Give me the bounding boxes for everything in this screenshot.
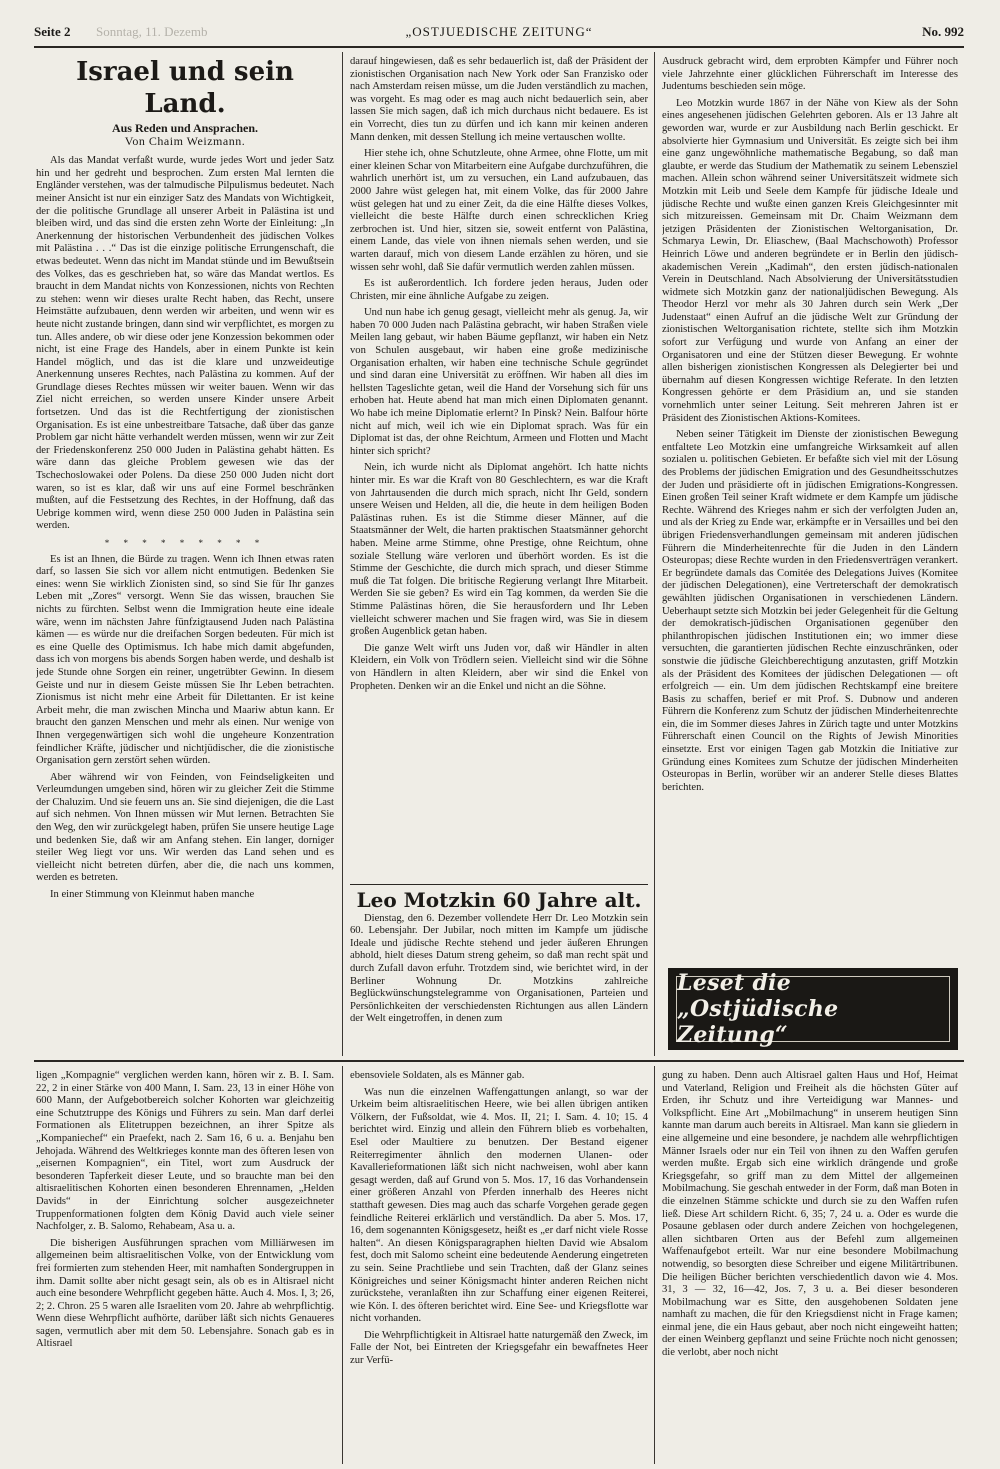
article-military-column-1 <box>36 1070 334 1464</box>
article-military-column-3 <box>662 1070 958 1464</box>
page-header <box>34 20 964 48</box>
paragraph: Als das Mandat verfaßt wurde, wurde jedes Wort und jeder Satz hin und her gedreht und besprochen. Zum ersten Mal lernten die Engländer verstehen, was der talmudische Pilpulismus bedeutet. Nach meiner Ansicht ist nur ein einziger Satz des Mandats von Wichtigkeit, der die politische Grundlage all unserer Arbeit in Palästina ist und bleiben wird, und das sind die ersten zehn Worte der Einleitung: „In Anerkennung der historischen Verbundenheit des jüdischen Volkes mit Palästina . . .“ Das ist die einzige politische Errungenschaft, die etwas bedeutet. Wenn das nicht im Mandat stünde und im Bewußtsein des Volkes, das es geschrieben hat, so wäre das Mandat wertlos. Es braucht in dem Mandat nichts von Konzessionen, nichts von Rechten zu stehen: wenn wir dieses uralte Recht haben, das Recht, unsere Heimstätte aufzubauen, denn werden wir arbeiten, und wenn wir es heute nicht zustande bringen, dann sind wir verpflichtet, es morgen zu tun. Alles andere, ob wir diese oder jene Konzession bekommen oder nicht, ist eine Frage des Handels, aber in einem Punkte ist kein Handel möglich, und das ist die klare und unzweideutige Anerkennung unseres Rechtes, nach Palästina zu kommen. Auf der Grundlage dieses Rechtes müssen wir weiter bauen. Wenn wir das Ziel nicht erreichen, so werden unsere Kinder unsere Arbeit fortsetzen. Und das ist die Rechtfertigung der zionistischen Organisation. Es ist eine unbestreitbare Tatsache, daß über das ganze Problem gar nicht hätte verhandelt werden müssen, wenn wir zur Zeit der Friedenskonferenz 250 000 Juden in Palästina gehabt hätten. Es wäre dann das gleiche Problem gewesen wie das der Tschechoslowakei oder Polens. Da diese 250 000 Juden nicht dort waren, so ist es klar, daß wir uns auf eine Formel beschränken mußten, auf die Festsetzung des Rechtes, in der Hoffnung, daß das Uebrige kommen wird, wenn diese 250 000 Juden in Palästina sein werden. <box>36 155 334 532</box>
section-stars: * * * * * * * * * <box>104 538 266 548</box>
column-rule <box>342 52 343 1056</box>
paragraph: Es ist außerordentlich. Ich fordere jeden heraus, Juden oder Christen, mir eine ähnliche Aufgabe zu zeigen. <box>350 278 648 302</box>
article-headline: Israel und sein Land. <box>76 57 294 119</box>
page-label: Seite 2 <box>34 24 71 39</box>
paragraph: Was nun die einzelnen Waffengattungen anlangt, so war der Urkeim beim altisraelitischen Heere, wie bei allen übrigen antiken Völkern, der Fußsoldat, wie 4. Mos. II, 21; I. Sam. 4. 10; 15. 4 berichtet wird. Einzig und allein den Führern blieb es vorbehalten, Esel oder Maultiere zu benutzen. Der Bestand eigener Reiterregimenter ähnlich den modernen Ulanen- oder Kavallerieformationen läßt sich nicht nachweisen, wohl aber kann gesagt werden, daß auf Grund von 5. Mos. 17, 16 das Vorhandensein einer größeren Anzahl von Pferden innerhalb des Heeres nicht statthaft gewesen. Dies mag auch das scharfe Vorgehen gerade gegen feindliche Reiterei erklärlich und verständlich. Da aber 5. Mos. 17, 16, dem sogenannten Königsgesetz, heißt es „er darf nicht viele Rosse halten“. An diesen Königsparagraphen hielten David wie Absalom fest, doch mit Salomo scheint eine bedeutende Aenderung eingetreten zu sein. Seine Prachtliebe und sein Trachten, daß der Glanz seines Königreiches und seiner Königsmacht hinter anderen Reichen nicht zurückstehe, veranlaßten ihn zur Schaffung einer eigenen Reiterei, wie Kön. I. des öfteren berichtet wird. Eine See- und Kriegsflotte war nicht vorhanden. <box>350 1086 648 1325</box>
advertisement-text: Leset die „Ostjüdische Zeitung“ <box>676 976 950 1042</box>
paragraph: Die ganze Welt wirft uns Juden vor, daß wir Händler in alten Kleidern, ein Volk von Trödlern seien. Vielleicht sind wir die Söhne von Händlern in alten Kleidern, aber wir sind die Enkel von Propheten. Denken wir an die Enkel und nicht an die Söhne. <box>350 642 648 692</box>
paragraph: Ausdruck gebracht wird, dem erprobten Kämpfer und Führer noch viele Jahrzehnte einer glücklichen Führerschaft im Interesse des Judentums beschieden sein möge. <box>662 56 958 93</box>
issue-number: No. 992 <box>922 24 964 39</box>
paragraph: In einer Stimmung von Kleinmut haben manche <box>50 889 255 901</box>
paragraph: Nein, ich wurde nicht als Diplomat angehört. Ich hatte nichts hinter mir. Es war die Kraft von 80 Geschlechtern, es war die Kraft von Jahrtausenden die durch mich sprach, nicht Ihr Geld, sondern unsere Weisen und Helden, all die, die heute in dem heiligen Boden Palästinas ruhen. Es ist die Stimme dieser Männer, auf die Staatsmänner der Welt, die harten praktischen Staatsmänner gehorcht haben. Meine arme Stimme, ohne Prestige, ohne Reichtum, ohne soziale Stellung wäre verloren und überhört worden. Es ist die Stimme der Geschichte, die durch mich sprach, und dieser Stimme muß die Tat folgen. Die britische Regierung verlangt Ihre Mitarbeit. Werden Sie sie geben? Es wird ein Tag kommen, da werden Sie die Stimme Palästinas hören, die Sie herausfordern und Ihr Leben vielleicht schwerer machen und Sie fragen wird, was Sie in diesem großen Augenblick getan haben. <box>350 462 648 638</box>
paragraph: Und nun habe ich genug gesagt, vielleicht mehr als genug. Ja, wir haben 70 000 Juden nach Palästina gebracht, wir haben Straßen viele Meilen lang gebaut, wir haben Bäume gepflanzt, wir haben ein Netz von Schulen ausgebaut, wir haben eine große medizinische Organisation erhalten, wir haben eine technische Schule gegründet und sind daran eine Universität zu eröffnen. Wir haben all dies im hellsten Tageslichte getan, weil die Hand der Vorsehung sich für uns erhoben hat. Heute abend hat man mich einen Diplomaten genannt. Wo habe ich meine Diplomatie erlernt? In Pinsk? Nein. Balfour hörte nicht auf mich, weil ich wie ein Diplomat sprach. Was für ein Diplomat ist das, der ohne Reichtum, Armeen und Flotten und Macht hinter sich spricht? <box>350 307 648 457</box>
section-divider <box>34 1060 964 1062</box>
article-motzkin-column-3 <box>662 56 958 956</box>
paragraph: Hier stehe ich, ohne Schutzleute, ohne Armee, ohne Flotte, um mit einer kleinen Schar von Mitarbeitern eine Aufgabe durchzuführen, die wahrlich unerhört ist, um zu versuchen, ein Land aufzubauen, das 2000 Jahre wüst gelegen hat, mit einem Volke, das für 2000 Jahre wüst gelegen hat und zu einer Zeit, da die eine Hälfte dieses Volkes, vielleicht die beste Hälfte durch einen schrecklichen Krieg zerbrochen ist. Und hier, sitzen sie, soweit entfernt von Palästina, einem Lande, das viele von ihnen niemals sehen werden, und sie warten darauf, mich von diesem Lande erzählen zu hören, und sie wissen sehr wohl, daß Sie dafür vermutlich werden zahlen müssen. <box>350 148 648 273</box>
article-divider <box>350 884 648 885</box>
article-israel-column-2 <box>350 56 648 882</box>
column-rule <box>654 52 655 1056</box>
column-rule <box>342 1066 343 1464</box>
paragraph: Dienstag, den 6. Dezember vollendete Herr Dr. Leo Motzkin sein 60. Lebensjahr. Der Jubilar, noch mitten im Kampfe um jüdische Ideale und jüdische Rechte stehend und jeder äußeren Ehrungen abhold, hielt dieses Datum streng geheim, so daß man recht spät und durch Zufall davon erfuhr. Trotzdem sind, wie berichtet wird, in der Berliner Wohnung Dr. Motzkins zahlreiche Beglückwünschungstelegramme von Organisationen, Parteien und Persönlichkeiten der verschiedensten Richtungen aus allen Ländern der Welt eingetroffen, in denen zum <box>350 912 648 1025</box>
article-military-column-2 <box>350 1070 648 1464</box>
article-byline: Von Chaim Weizmann. <box>124 133 246 148</box>
paragraph: ebensoviele Soldaten, als es Männer gab. <box>350 1070 525 1081</box>
paragraph: ligen „Kompagnie“ verglichen werden kann, hören wir z. B. I. Sam. 22, 2 in einer Stärke von 400 Mann, I. Sam. 23, 13 in einer Höhe von 600 Mann, der Aufgebotbereich solcher Kohorten war gleichzeitig eine Schutztruppe des Königs und Führers zu sein. Man darf derlei Formationen als Elitetruppen bezeichnen, an ihrer Spitze als „Kompaniechef“ ein Praefekt, nach 2. Sam 16, 6 u. a. Benjahu ben Jehojada. Während des Weltkrieges konnte man des öfteren lesen von „eisernen Kompagnien“, ein Titel, wort zum Ausdruck der besonderen Tapferkeit dieser Leute, und so brauchte man bei den altisraelitischen Kohorten einen besonderen Ehrennamen, „Helden Davids“ in der Einrichtung solcher ausgezeichneter Truppenformationen folgten dem König David auch viele seiner Nachfolger, z. B. Salomo, Rehabeam, Asa u. a. <box>36 1070 334 1233</box>
paragraph: Die Wehrpflichtigkeit in Altisrael hatte naturgemäß den Zweck, im Falle der Not, bei Eintreten der Kriegsgefahr ein bewaffnetes Heer zur Verfü- <box>350 1329 648 1367</box>
article-headline: Leo Motzkin 60 Jahre alt. <box>356 888 642 912</box>
article-subtitle: Aus Reden und Ansprachen. <box>111 121 259 135</box>
newspaper-title: „OSTJUEDISCHE ZEITUNG“ <box>405 24 593 39</box>
paragraph: Leo Motzkin wurde 1867 in der Nähe von Kiew als der Sohn eines angesehenen jüdischen Gelehrten geboren. Als er 13 Jahre alt geworden war, wurde er zur Ausbildung nach Berlin geschickt. Er absolvierte hier Gymnasium und Universität. Es zeigte sich bei ihm eine ganz ungewöhnliche mathematische Begabung, so daß man glaubte, er werde das Studium der Mathematik zu seinem Lebensziel machen. Allein schon während seiner Universitätszeit widmete sich Motzkin mit Leib und Seele dem Kampfe für jüdische Ideale und jüdische Rechte und wußte einen ganzen Kreis Gleichgesinnter mit sich mitzureissen. Gemeinsam mit Dr. Chaim Weizmann dem jetzigen Präsidenten der Zionistischen Weltorganisation, Dr. Schmarya Lewin, Dr. Eliaschew, (Baal Machschowoth) Professor Heinrich Löwe und anderen begründete er in Berlin den jüdisch-akademischen Verein „Kadimah“, den ersten jüdisch-nationalen Verein in Deutschland. Nach Absolvierung der Universitätsstudien widmete sich Motzkin ganz der nationaljüdischen Bewegung. Als Theodor Herzl vor mehr als 30 Jahren durch sein Werk „Der Judenstaat“ einen Aufruf an die jüdische Welt zur Gründung der zionistischen Weltorganisation richtete, stellte sich ihm Motzkin sofort zur Verfügung und wurde von Anfang an einer der Organisatoren und eine der Stützen dieser Bewegung. Er wohnte allen bisherigen zionistischen Kongressen als Delegierter bei und übernahm auf diesen Kongressen wichtige Referate. In den letzten Kongressen gehörte er dem Präsidium an, und sie standen vornehmlich unter seiner Leitung. Seit mehreren Jahren ist er Präsident des Zionistischen Aktions-Komitees. <box>662 97 958 424</box>
article-israel-column-1 <box>36 56 334 1056</box>
paragraph: Es ist an Ihnen, die Bürde zu tragen. Wenn ich Ihnen etwas raten darf, so lassen Sie sich vor allem nicht entmutigen. Bedenken Sie eines: wenn Sie wirklich Zionisten sind, so sind Sie für Ihr ganzes Leben mit „Zores“ versorgt. Wenn Sie das wissen, brauchen Sie nichts zu fürchten. Selbst wenn die Immigration heute eine ideale wäre, wenn im nächsten Jahre fünfzigtausend Juden nach Palästina kämen — es würde nur die dreifachen Sorgen bedeuten. Für mich ist es eine Quelle des Optimismus. Ich habe mich damit abgefunden, dass ich von morgens bis abends Sorgen haben werde, und deshalb ist jede Stunde ohne Sorgen ein reiner, ungetrübter Gewinn. In diesem Geiste und nur in diesem Geiste müssen Sie Ihr Leben betrachten. Zionismus ist nicht mehr eine Arbeit für Dilettanten. Er ist keine Arbeit mehr, die man zwischen Mincha und Maariw abtun kann. Er braucht den ganzen Menschen und mehr als einen. Nur wenige von Ihnen vergegenwärtigen sich wohl die ungeheure Konzentration feindlicher Kräfte, jüdischer und nichtjüdischer, die die zionistische Organisation gern zerstört sehen würden. <box>36 553 334 767</box>
paragraph: Die bisherigen Ausführungen sprachen vom Milliärwesen im allgemeinen beim altisraelitischen Volke, von der Entwicklung vom frei formierten zum stehenden Heer, mit namhaften Sondergruppen in ihm. Damit sollte aber nicht gesagt sein, als ob es in Altisrael nicht auch eine besondere Wehrpflicht gegeben hätte. Auch 4. Mos. I, 3; 26, 2; 2. Chron. 25 5 waren alle Israeliten vom 20. Jahre ab wehrpflichtig. Wenn diese Wehrpflicht aufhörte, darüber läßt sich nichts Genaueres sagen, vermutlich aber mit dem 50. Lebensjahre. Sonach gab es in Altisrael <box>36 1237 334 1350</box>
newspaper-advertisement <box>668 968 958 1050</box>
paragraph: Aber während wir von Feinden, von Feindseligkeiten und Verleumdungen umgeben sind, hören wir zu gleicher Zeit die Stimme der Chaluzim. Und sie feuern uns an. Sie sind diejenigen, die die Last auf sich nehmen. Von Ihnen müssen wir Mut lernen. Betrachten Sie den Weg, den wir zurückgelegt haben, prüfen Sie unsere heutige Lage und bedenken Sie, daß wir am Anfang stehen. Ein langer, dorniger steiler Weg liegt vor uns. Wir werden das Land sehen und es vielleicht nicht betreten dürfen, aber die, die nach uns kommen, werden es betreten. <box>36 771 334 884</box>
article-motzkin-column-2 <box>350 888 648 1056</box>
bleed-through-text: Sonntag, 11. Dezemb <box>96 24 208 39</box>
column-rule <box>654 1066 655 1464</box>
paragraph: gung zu haben. Denn auch Altisrael galten Haus und Hof, Heimat und Vaterland, Religion und Freiheit als die höchsten Güter auf Erden, ihr Schutz und ihre Verteidigung war Mannes- und Volkspflicht. Eine Art „Mobilmachung“ in unserem heutigen Sinn kannte man darum auch bereits in Altisrael. Man kann sie gliedern in eine allgemeine und eine besondere, je nachdem alle wehrpflichtigen Männer Israels oder nur ein Teil von ihnen zu den Waffen gerufen werden mußte. Ergab sich eine wirklich drängende und große Kriegsgefahr, so griff man zu dem Mittel der allgemeinen Mobilmachung. Sie geschah entweder in der Form, daß man Boten in die einzelnen Stämme schickte und durch sie zu den Waffen rufen ließ. Diese Art schildern Richt. 6, 35; 7, 24 u. a. Oder es wurde die Posaune geblasen oder durch andere Zeichen von hochgelegenen, allen sichtbaren Orten aus der Befehl zum allgemeinen Waffenaufgebot erteilt. War nur eine besondere Mobilmachung notwendig, so besorgten diese Schreiber und eigene Militärtribunen. Die heiligen Bücher berichten verschiedentlich davon wie 4. Mos. 31, 3 — 32, 16—42, Jos. 7, 3 u. a. Bei dieser besonderen Mobilmachung war es Sitte, den ausgehobenen Soldaten jene namhaft zu machen, die für den Kriegsdienst nicht in Frage kamen; einmal jene, die ein Haus gebaut, aber noch nicht eingeweiht hatten; der einen Weinberg gepflanzt und seine Früchte noch nicht genossen; die verlobt, aber noch nicht <box>662 1070 958 1359</box>
paragraph: Neben seiner Tätigkeit im Dienste der zionistischen Bewegung entfaltete Leo Motzkin eine umfangreiche Wirksamkeit auf allen sozialen u. politischen Gebieten. Er befaßte sich viel mit der Lösung des Problems der jüdischen Emigration und des Gesundheitsschutzes der Juden und präsidierte oft in jüdischen Emigrations-Kongressen. Einen großen Teil seiner Kraft widmete er dem Kampfe um jüdische Rechte. Während des Krieges nahm er sich der verfolgten Juden an, und als der Krieg zu Ende war, erkämpfte er in Versailles und bei den übrigen Friedensverhandlungen gemeinsam mit anderen jüdischen Führern die Minderheitenrechte für die Juden in den Ländern Osteuropas; diese Rechte wurden in den Friedensverträgen verankert. Er begründete damals das Comitée des Delegations Juives (Komitee der jüdischen Delegationen), eine Vertreterschaft der demokratisch gewählten jüdischen Organisationen in verschiedenen Ländern. Ueberhaupt setzte sich Motzkin bei jeder Gelegenheit für die Geltung der demokratisch-jüdischen Organisationen gegenüber den philanthropischen jüdischen Institutionen ein; wo immer diese versuchten, die garantierten jüdischen Rechte einzuschränken, oder sonstwie die jüdische Gleichberechtigung anzutasten, griff Motzkin als der Präsident des Komitees der jüdischen Delegationen — oft erfolgreich — ein. Um dem jüdischen Rechtskampf eine breitere Basis zu schaffen, berief er mit Prof. S. Dubnow und anderen Führern die Konferenz zum Schutz der jüdischen Minderheitenrechte ein, die im Sommer dieses Jahres in Zürich tagte und unter Motzkins Führerschaft einen Council on the Rights of Jewish Minorities einsetzte. Erst vor einigen Tagen gab Motzkin die Initiative zur Gründung eines Komitees zum Schutze der jüdischen Minderheiten Osteuropas in Berlin, worüber wir an anderer Stelle dieses Blattes berichten. <box>662 429 958 793</box>
paragraph: darauf hingewiesen, daß es sehr bedauerlich ist, daß der Präsident der zionistischen Organisation nach New York oder San Franzisko oder nach Amsterdam reisen müsse, um die Juden verständlich zu machen, was vorgeht. Es mag oder es mag auch nicht bedauerlich sein, aber lassen Sie mich sagen, daß ich mich durchaus nicht bedauere. Es ist ein Vorrecht, dies tun zu dürfen und ich kann mir keinen anderen Mann denken, mit dessen Stellung ich meine vertauschen wollte. <box>350 56 648 143</box>
